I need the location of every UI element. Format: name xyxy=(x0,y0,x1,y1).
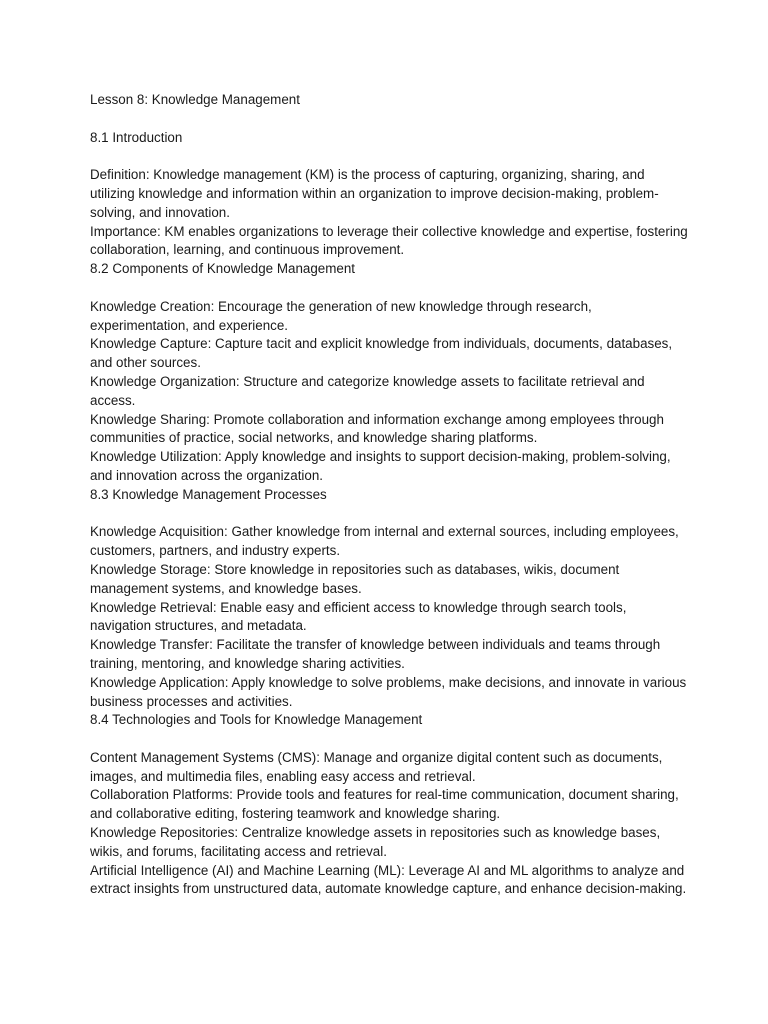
paragraph: Knowledge Organization: Structure and categorize knowledge assets to facilitate retrieval and access. xyxy=(90,373,645,408)
paragraph: Definition: Knowledge management (KM) is the process of capturing, organizing, sharing, and utilizing knowledge and information within an organization to improve decision-making, problem-solving, and innovation. xyxy=(90,167,659,220)
paragraph: Collaboration Platforms: Provide tools and features for real-time communication, document sharing, and collaborative editing, fostering teamwork and knowledge sharing. xyxy=(90,787,679,822)
section-heading: 8.4 Technologies and Tools for Knowledge Management xyxy=(90,712,423,728)
paragraph: Knowledge Capture: Capture tacit and explicit knowledge from individuals, documents, databases, and other sources. xyxy=(90,336,673,371)
spacer xyxy=(90,730,690,749)
paragraph: Content Management Systems (CMS): Manage and organize digital content such as documents, images, and multimedia files, enabling easy access and retrieval. xyxy=(90,749,663,784)
paragraph: Knowledge Storage: Store knowledge in repositories such as databases, wikis, document management systems, and knowledge bases. xyxy=(90,561,620,596)
paragraph: Knowledge Application: Apply knowledge to solve problems, make decisions, and innovate in various business processes and activities. xyxy=(90,674,687,709)
paragraph: Knowledge Acquisition: Gather knowledge from internal and external sources, including employees, customers, partners, and industry experts. xyxy=(90,524,679,559)
paragraph: Artificial Intelligence (AI) and Machine Learning (ML): Leverage AI and ML algorithms to analyze and extract insights from unstructured data, automate knowledge capture, and enhance decision-making. xyxy=(90,862,687,897)
document-title: Lesson 8: Knowledge Management xyxy=(90,92,300,107)
paragraph: Knowledge Utilization: Apply knowledge and insights to support decision-making, problem-solving, and innovation across the organization. xyxy=(90,449,671,483)
section-heading: 8.2 Components of Knowledge Management xyxy=(90,261,356,277)
section-heading: 8.3 Knowledge Management Processes xyxy=(90,486,327,502)
paragraph: Knowledge Repositories: Centralize knowledge assets in repositories such as knowledge bases, wikis, and forums, facilitating access and retrieval. xyxy=(90,825,661,859)
spacer xyxy=(90,110,690,129)
spacer xyxy=(90,505,690,524)
paragraph: Importance: KM enables organizations to leverage their collective knowledge and expertise, fostering collaboration, learning, and continuous improvement. xyxy=(90,223,688,258)
paragraph: Knowledge Transfer: Facilitate the transfer of knowledge between individuals and teams through training, mentoring, and knowledge sharing activities. xyxy=(90,637,661,671)
document-page xyxy=(90,91,690,899)
paragraph: Knowledge Retrieval: Enable easy and efficient access to knowledge through search tools, navigation structures, and metadata. xyxy=(90,599,627,634)
section-heading: 8.1 Introduction xyxy=(90,129,183,145)
spacer xyxy=(90,279,690,298)
paragraph: Knowledge Creation: Encourage the generation of new knowledge through research, experimentation, and experience. xyxy=(90,298,592,333)
paragraph: Knowledge Sharing: Promote collaboration and information exchange among employees through communities of practice, social networks, and knowledge sharing platforms. xyxy=(90,411,664,446)
spacer xyxy=(90,147,690,166)
